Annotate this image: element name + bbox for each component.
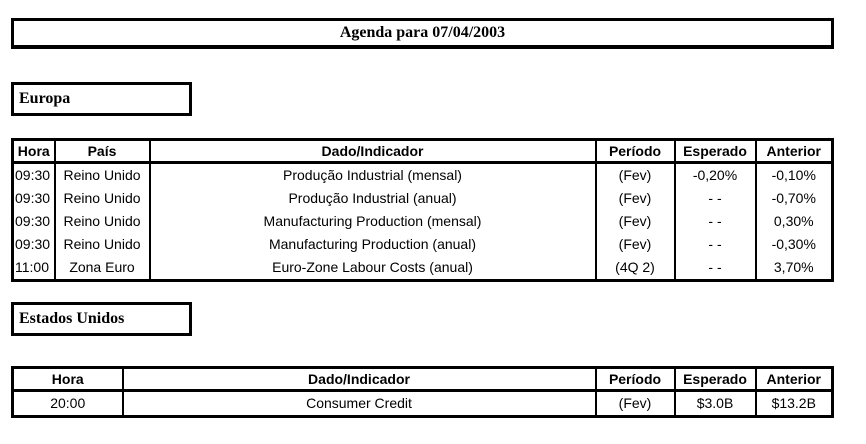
cell-esperado: - -	[675, 187, 756, 210]
cell-periodo: (Fev)	[596, 163, 675, 188]
section-us-label	[11, 302, 192, 336]
cell-anterior: -0,70%	[756, 187, 833, 210]
section-europe-label	[11, 82, 192, 116]
cell-pais: Reino Unido	[55, 187, 150, 210]
table-row	[13, 391, 833, 417]
us-header-row	[13, 368, 833, 391]
cell-indicador: Produção Industrial (mensal)	[150, 163, 596, 188]
cell-indicador: Euro-Zone Labour Costs (anual)	[150, 256, 596, 281]
cell-pais: Reino Unido	[55, 233, 150, 256]
cell-pais: Reino Unido	[55, 163, 150, 188]
cell-hora: 09:30	[13, 187, 55, 210]
cell-esperado: - -	[675, 233, 756, 256]
cell-periodo: (4Q 2)	[596, 256, 675, 281]
cell-esperado: $3.0B	[675, 391, 756, 417]
col-header-anterior: Anterior	[756, 368, 833, 391]
col-header-anterior: Anterior	[756, 140, 833, 163]
cell-hora: 09:30	[13, 210, 55, 233]
col-header-indicador: Dado/Indicador	[123, 368, 596, 391]
cell-hora: 09:30	[13, 163, 55, 188]
europe-header-row	[13, 140, 833, 163]
europe-table	[11, 138, 834, 282]
us-table	[11, 366, 834, 418]
agenda-title-text: Agenda para 07/04/2003	[339, 24, 506, 41]
agenda-title	[11, 18, 834, 49]
cell-esperado: -0,20%	[675, 163, 756, 188]
cell-periodo: (Fev)	[596, 187, 675, 210]
cell-esperado: - -	[675, 210, 756, 233]
cell-pais: Reino Unido	[55, 210, 150, 233]
cell-anterior: 3,70%	[756, 256, 833, 281]
table-row	[13, 187, 833, 210]
section-europe-text: Europa	[19, 90, 71, 107]
cell-indicador: Consumer Credit	[123, 391, 596, 417]
table-row	[13, 210, 833, 233]
cell-periodo: (Fev)	[596, 210, 675, 233]
col-header-pais: País	[55, 140, 150, 163]
col-header-hora: Hora	[13, 368, 123, 391]
col-header-esperado: Esperado	[675, 140, 756, 163]
cell-indicador: Produção Industrial (anual)	[150, 187, 596, 210]
table-row	[13, 163, 833, 188]
col-header-indicador: Dado/Indicador	[150, 140, 596, 163]
cell-hora: 11:00	[13, 256, 55, 281]
cell-indicador: Manufacturing Production (mensal)	[150, 210, 596, 233]
col-header-hora: Hora	[13, 140, 55, 163]
cell-hora: 09:30	[13, 233, 55, 256]
col-header-esperado: Esperado	[675, 368, 756, 391]
cell-anterior: -0,10%	[756, 163, 833, 188]
cell-anterior: 0,30%	[756, 210, 833, 233]
cell-periodo: (Fev)	[596, 233, 675, 256]
cell-hora: 20:00	[13, 391, 123, 417]
col-header-periodo: Período	[596, 368, 675, 391]
table-row	[13, 256, 833, 281]
cell-pais: Zona Euro	[55, 256, 150, 281]
table-row	[13, 233, 833, 256]
cell-anterior: $13.2B	[756, 391, 833, 417]
cell-periodo: (Fev)	[596, 391, 675, 417]
section-us-text: Estados Unidos	[19, 310, 125, 327]
cell-indicador: Manufacturing Production (anual)	[150, 233, 596, 256]
col-header-periodo: Período	[596, 140, 675, 163]
cell-esperado: - -	[675, 256, 756, 281]
cell-anterior: -0,30%	[756, 233, 833, 256]
